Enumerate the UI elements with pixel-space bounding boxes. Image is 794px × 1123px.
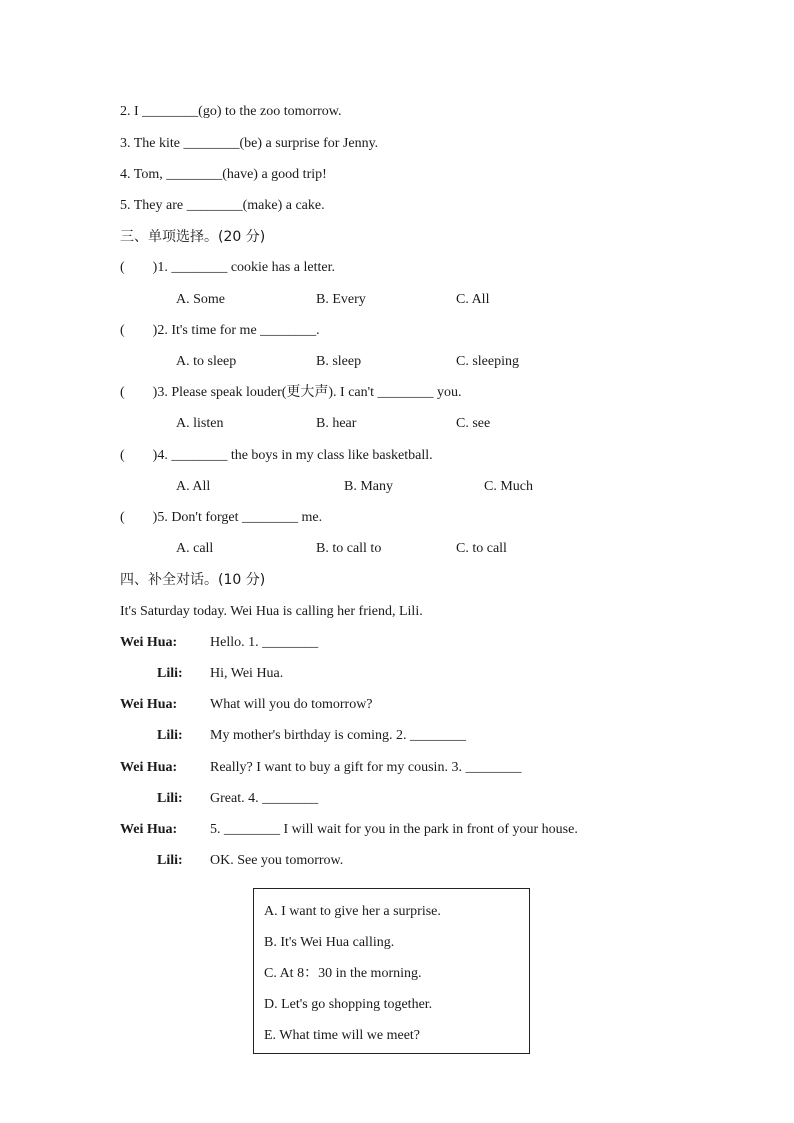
fill-in-item-2: 2. I ________(go) to the zoo tomorrow. xyxy=(120,104,342,119)
mc-2-option-b: B. sleep xyxy=(316,354,362,369)
mc-2-option-a: A. to sleep xyxy=(176,354,237,369)
mc-question-1: ( )1. ________ cookie has a letter. xyxy=(120,260,336,275)
dialogue-choices-box xyxy=(253,888,530,1054)
dialogue-speaker: Lili: xyxy=(157,728,183,743)
dialogue-speaker: Lili: xyxy=(157,791,183,806)
fill-in-item-4: 4. Tom, ________(have) a good trip! xyxy=(120,167,327,182)
mc-5-option-a: A. call xyxy=(176,541,214,556)
choice-a: A. I want to give her a surprise. xyxy=(264,904,441,919)
choice-d: D. Let's go shopping together. xyxy=(264,997,433,1012)
choice-b: B. It's Wei Hua calling. xyxy=(264,935,395,950)
mc-question-2: ( )2. It's time for me ________. xyxy=(120,323,320,338)
dialogue-line: Great. 4. ________ xyxy=(210,791,319,806)
mc-5-option-b: B. to call to xyxy=(316,541,382,556)
mc-3-option-c: C. see xyxy=(456,416,491,431)
mc-3-option-b: B. hear xyxy=(316,416,357,431)
dialogue-line: Hi, Wei Hua. xyxy=(210,666,284,681)
dialogue-speaker: Wei Hua: xyxy=(120,697,178,712)
mc-1-option-b: B. Every xyxy=(316,292,366,307)
dialogue-line: What will you do tomorrow? xyxy=(210,697,373,712)
mc-4-option-c: C. Much xyxy=(484,479,533,494)
dialogue-speaker: Lili: xyxy=(157,666,183,681)
mc-4-option-b: B. Many xyxy=(344,479,393,494)
fill-in-item-3: 3. The kite ________(be) a surprise for Jenny. xyxy=(120,136,379,151)
mc-4-option-a: A. All xyxy=(176,479,211,494)
mc-1-option-c: C. All xyxy=(456,292,490,307)
dialogue-line: Really? I want to buy a gift for my cousin. 3. ________ xyxy=(210,760,522,775)
mc-question-3: ( )3. Please speak louder(更大声). I can't ________ you. xyxy=(120,385,462,400)
mc-1-option-a: A. Some xyxy=(176,292,225,307)
dialogue-line: Hello. 1. ________ xyxy=(210,635,319,650)
dialogue-speaker: Lili: xyxy=(157,853,183,868)
dialogue-speaker: Wei Hua: xyxy=(120,822,178,837)
fill-in-item-5: 5. They are ________(make) a cake. xyxy=(120,198,325,213)
choice-e: E. What time will we meet? xyxy=(264,1028,421,1043)
dialogue-line: 5. ________ I will wait for you in the park in front of your house. xyxy=(210,822,578,837)
dialogue-speaker: Wei Hua: xyxy=(120,635,178,650)
choice-c: C. At 8：30 in the morning. xyxy=(264,966,422,981)
dialogue-intro: It's Saturday today. Wei Hua is calling her friend, Lili. xyxy=(120,604,423,619)
mc-question-5: ( )5. Don't forget ________ me. xyxy=(120,510,323,525)
section-3-heading: 三、单项选择。(20 分) xyxy=(120,229,266,245)
section-4-heading: 四、补全对话。(10 分) xyxy=(120,572,266,588)
dialogue-speaker: Wei Hua: xyxy=(120,760,178,775)
mc-2-option-c: C. sleeping xyxy=(456,354,519,369)
dialogue-line: My mother's birthday is coming. 2. ________ xyxy=(210,728,467,743)
mc-question-4: ( )4. ________ the boys in my class like basketball. xyxy=(120,448,433,463)
dialogue-line: OK. See you tomorrow. xyxy=(210,853,344,868)
mc-5-option-c: C. to call xyxy=(456,541,507,556)
mc-3-option-a: A. listen xyxy=(176,416,224,431)
